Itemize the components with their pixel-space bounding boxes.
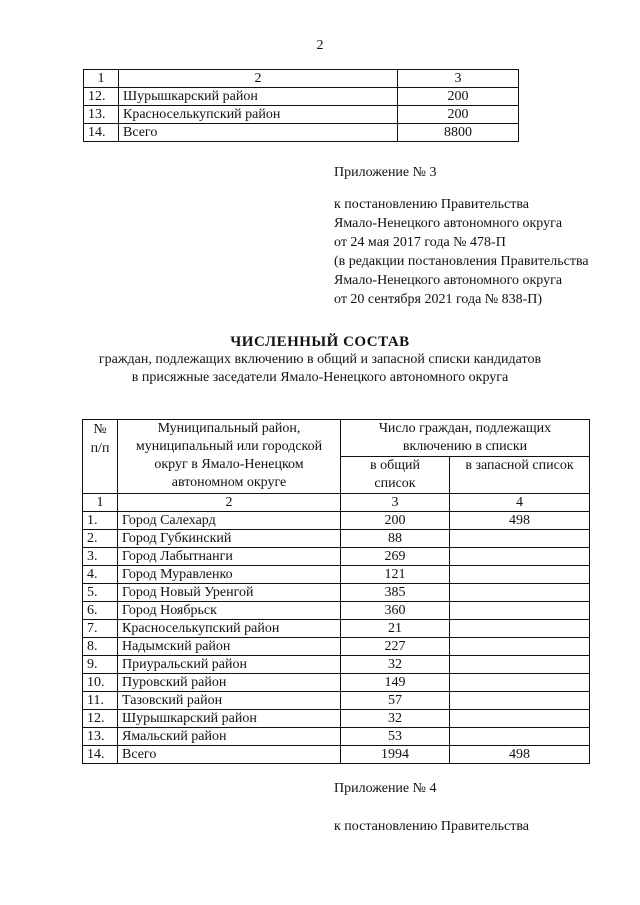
table-cell: 12.: [84, 88, 119, 106]
table-index-row: [83, 494, 590, 512]
table-cell: 2: [119, 70, 398, 88]
table-cell: Тазовский район: [118, 692, 341, 710]
heading-line: в присяжные заседатели Ямало-Ненецкого автономного округа: [131, 370, 509, 385]
col-reserve-header: в запасной список: [450, 457, 590, 494]
header-line: №: [93, 422, 107, 437]
table-cell: 8800: [398, 124, 519, 142]
annex-line: к постановлению Правительства: [334, 197, 530, 212]
table-cell: [450, 584, 590, 602]
table-cell: [450, 602, 590, 620]
header-line: п/п: [90, 441, 110, 456]
annex-line: Ямало-Ненецкого автономного округа: [334, 216, 563, 231]
table-cell: 11.: [83, 692, 118, 710]
heading-line: граждан, подлежащих включению в общий и запасной списки кандидатов: [98, 352, 542, 367]
table-row: [83, 566, 590, 584]
table-cell: Ямальский район: [118, 728, 341, 746]
annex-4-title: Приложение № 4: [334, 781, 437, 796]
header-line: округ в Ямало-Ненецком: [154, 457, 304, 472]
main-table: [82, 419, 590, 764]
table-cell: 200: [398, 106, 519, 124]
table-cell: 12.: [83, 710, 118, 728]
table-cell: 88: [341, 530, 450, 548]
table-row: [83, 674, 590, 692]
table-header-row: [83, 420, 590, 457]
table-row: [83, 746, 590, 764]
table-cell: 32: [341, 710, 450, 728]
table-row: [84, 106, 519, 124]
table-row: [83, 656, 590, 674]
table-cell: 10.: [83, 674, 118, 692]
table-cell: 13.: [84, 106, 119, 124]
heading-title: ЧИСЛЕННЫЙ СОСТАВ: [230, 334, 410, 350]
annex-line: Ямало-Ненецкого автономного округа: [334, 273, 563, 288]
header-line: список: [374, 476, 416, 491]
table-cell: Город Салехард: [118, 512, 341, 530]
table-cell: [450, 548, 590, 566]
top-table: [83, 69, 519, 142]
table-cell: 32: [341, 656, 450, 674]
table-cell: [450, 728, 590, 746]
table-cell: [450, 566, 590, 584]
table-cell: 3.: [83, 548, 118, 566]
table-cell: Красноселькупский район: [119, 106, 398, 124]
header-line: Муниципальный район,: [157, 421, 301, 436]
table-cell: [450, 674, 590, 692]
table-cell: [450, 530, 590, 548]
table-header-row: [84, 70, 519, 88]
table-cell: 2: [118, 494, 341, 512]
table-cell: 14.: [83, 746, 118, 764]
table-cell: [450, 710, 590, 728]
table-cell: Город Лабытнанги: [118, 548, 341, 566]
col-name-header: [118, 420, 341, 494]
table-cell: Шурышкарский район: [119, 88, 398, 106]
table-cell: 9.: [83, 656, 118, 674]
table-cell: [450, 656, 590, 674]
table-cell: Всего: [119, 124, 398, 142]
table-cell: Город Новый Уренгой: [118, 584, 341, 602]
table-cell: 1: [84, 70, 119, 88]
table-cell: Всего: [118, 746, 341, 764]
table-row: [84, 124, 519, 142]
table-cell: 8.: [83, 638, 118, 656]
table-cell: 1994: [341, 746, 450, 764]
table-cell: Город Ноябрьск: [118, 602, 341, 620]
table-row: [83, 692, 590, 710]
annex-line: от 24 мая 2017 года № 478-П: [334, 235, 506, 250]
annex-3-title: Приложение № 3: [334, 165, 437, 180]
table-cell: Город Муравленко: [118, 566, 341, 584]
col-num-header: [83, 420, 118, 494]
col-general-header: [341, 457, 450, 494]
annex-line: от 20 сентября 2021 года № 838-П): [334, 292, 543, 307]
table-cell: 498: [450, 746, 590, 764]
main-table-body: [83, 512, 590, 764]
document-heading: [0, 333, 640, 387]
table-cell: Красноселькупский район: [118, 620, 341, 638]
table-cell: 3: [398, 70, 519, 88]
col-count-header: [341, 420, 590, 457]
table-cell: 2.: [83, 530, 118, 548]
table-row: [83, 620, 590, 638]
table-cell: 3: [341, 494, 450, 512]
table-cell: 53: [341, 728, 450, 746]
annex-3-reference: [334, 195, 589, 309]
table-cell: [450, 638, 590, 656]
table-cell: 21: [341, 620, 450, 638]
table-cell: 14.: [84, 124, 119, 142]
header-line: Число граждан, подлежащих: [378, 421, 552, 436]
table-cell: 121: [341, 566, 450, 584]
table-row: [83, 638, 590, 656]
table-cell: Город Губкинский: [118, 530, 341, 548]
table-cell: Пуровский район: [118, 674, 341, 692]
header-line: муниципальный или городской: [135, 439, 323, 454]
annex-line: (в редакции постановления Правительства: [334, 254, 589, 269]
table-row: [83, 584, 590, 602]
table-cell: Шурышкарский район: [118, 710, 341, 728]
annex-4-reference: к постановлению Правительства: [334, 819, 530, 834]
table-cell: 4: [450, 494, 590, 512]
table-row: [83, 602, 590, 620]
table-cell: 498: [450, 512, 590, 530]
table-cell: Надымский район: [118, 638, 341, 656]
table-cell: [450, 692, 590, 710]
table-cell: 5.: [83, 584, 118, 602]
table-cell: 149: [341, 674, 450, 692]
table-cell: 269: [341, 548, 450, 566]
table-row: [83, 548, 590, 566]
header-line: автономном округе: [171, 475, 287, 490]
table-row: [83, 512, 590, 530]
page-number: 2: [316, 38, 324, 53]
table-cell: 200: [398, 88, 519, 106]
table-cell: 1: [83, 494, 118, 512]
table-cell: 7.: [83, 620, 118, 638]
table-row: [83, 728, 590, 746]
header-line: включению в списки: [402, 439, 528, 454]
table-cell: 385: [341, 584, 450, 602]
table-cell: 1.: [83, 512, 118, 530]
table-cell: 360: [341, 602, 450, 620]
table-cell: 13.: [83, 728, 118, 746]
table-cell: 200: [341, 512, 450, 530]
table-cell: 57: [341, 692, 450, 710]
table-cell: 4.: [83, 566, 118, 584]
table-cell: Приуральский район: [118, 656, 341, 674]
table-row: [83, 710, 590, 728]
table-row: [84, 88, 519, 106]
table-cell: 6.: [83, 602, 118, 620]
header-line: в общий: [370, 458, 420, 473]
table-cell: 227: [341, 638, 450, 656]
table-row: [83, 530, 590, 548]
table-cell: [450, 620, 590, 638]
